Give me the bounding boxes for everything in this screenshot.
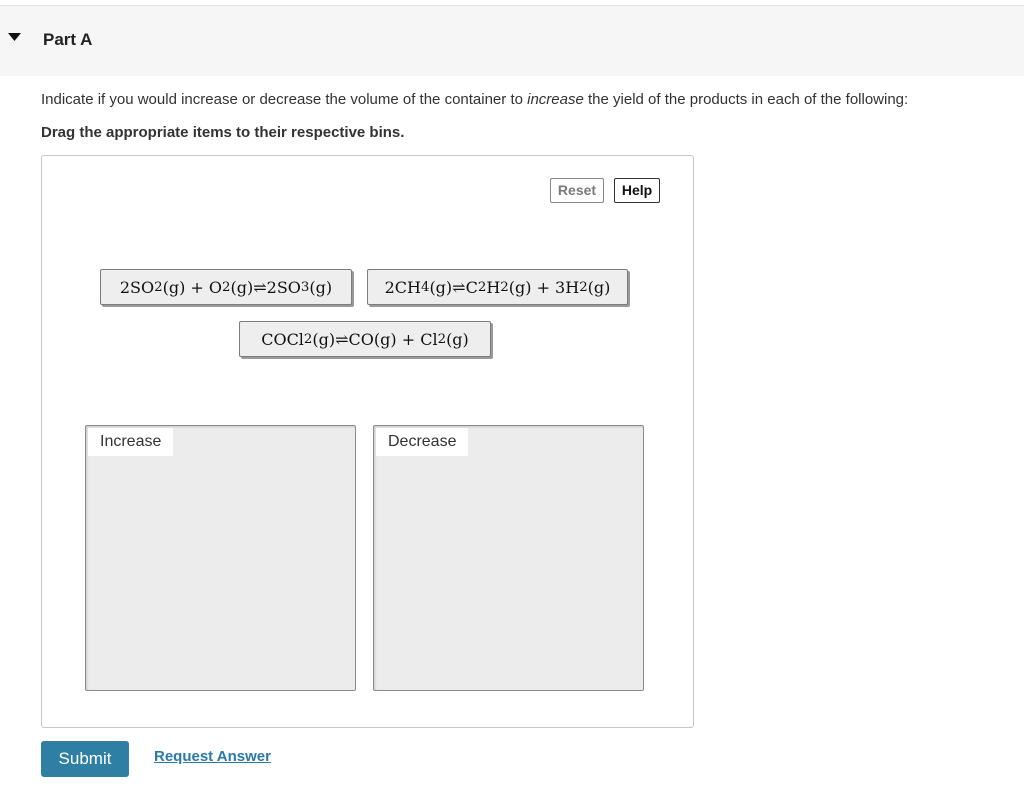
question-instruction: [41, 91, 908, 108]
item-text: COCl: [261, 329, 304, 349]
decrease-bin-label: Decrease: [376, 428, 468, 456]
item-text: CO(g) + Cl: [348, 329, 438, 349]
item-text: H: [486, 277, 501, 297]
submit-button[interactable]: Submit: [41, 741, 129, 777]
part-title: Part A: [43, 30, 93, 49]
item-subscript: 2: [303, 331, 313, 347]
reset-button[interactable]: Reset: [550, 178, 604, 203]
instruction-text-start: Indicate if you would increase or decrease the volume of the container to: [41, 91, 528, 108]
item-text: (g): [312, 329, 336, 349]
draggable-item-ch4-reaction[interactable]: [367, 269, 628, 305]
item-text: (g): [230, 277, 254, 297]
drag-instruction: Drag the appropriate items to their respective bins.: [41, 124, 405, 141]
item-text: C: [465, 277, 478, 297]
item-subscript: 2: [154, 279, 163, 295]
draggable-item-so2-reaction[interactable]: [100, 269, 352, 305]
item-text: (g): [446, 329, 469, 349]
item-subscript: 4: [420, 279, 430, 295]
instruction-text-end: the yield of the products in each of the following:: [583, 91, 909, 108]
equilibrium-arrow: ⇌: [452, 277, 466, 297]
request-answer-link[interactable]: Request Answer: [154, 748, 271, 765]
item-subscript: 2: [477, 279, 487, 295]
equilibrium-arrow: ⇌: [335, 329, 349, 349]
increase-bin[interactable]: [85, 425, 356, 691]
item-text: (g): [587, 277, 611, 297]
part-header: [0, 5, 1024, 76]
item-subscript: 2: [222, 279, 231, 295]
item-text: (g) + O: [162, 277, 223, 297]
decrease-bin[interactable]: [373, 425, 644, 691]
instruction-emphasis: increase: [527, 91, 584, 108]
item-text: (g): [309, 277, 333, 297]
item-subscript: 2: [437, 331, 447, 347]
increase-bin-label: Increase: [88, 428, 173, 456]
help-button[interactable]: Help: [614, 178, 660, 203]
item-subscript: 2: [579, 279, 588, 295]
equilibrium-arrow: ⇌: [253, 277, 267, 297]
item-text: (g) + 3H: [508, 277, 580, 297]
item-subscript: 3: [300, 279, 310, 295]
triangle-down-icon[interactable]: [7, 30, 22, 45]
item-subscript: 2: [500, 279, 509, 295]
item-text: 2SO: [266, 277, 301, 297]
item-text: 2SO: [119, 277, 155, 297]
item-text: 2CH: [384, 277, 421, 297]
item-text: (g): [429, 277, 453, 297]
draggable-item-cocl2-reaction[interactable]: [239, 321, 491, 357]
